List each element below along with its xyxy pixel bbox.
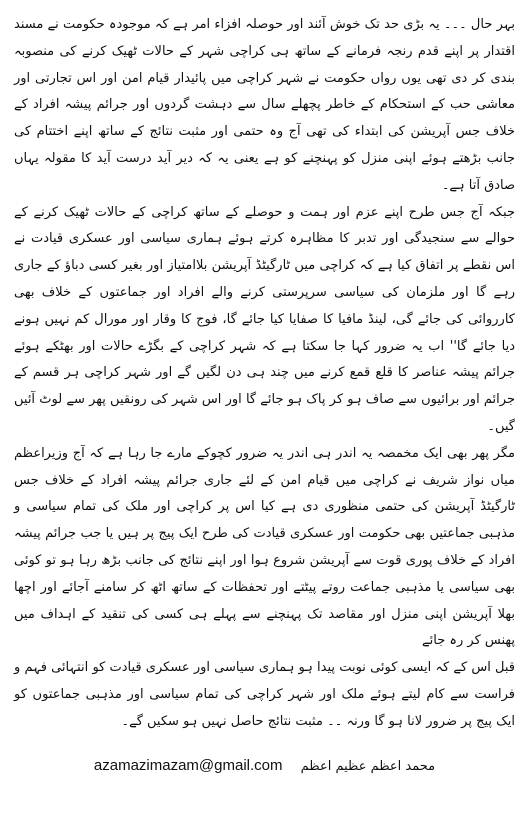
article-paragraph-4: قبل اس کے کہ ایسی کوئی نوبت پیدا ہو ہماری سیاسی اور عسکری قیادت کو انتہائی فہم و فراست سے کام لیتے ہوئے ملک اور شہر کراچی کی تمام سیاسی اور مذہبی جماعتوں کو ایک پیج پر ضرور لانا ہو گا ورنہ ۔۔ مثبت نتائج حاصل نہیں ہو سکیں گے۔ [14,660,515,729]
article-paragraph-1: بہر حال ۔۔۔ یہ بڑی حد تک خوش آئند اور حوصلہ افزاء امر ہے کہ موجودہ حکومت نے مسند اقتدار پر اپنے قدم رنجہ فرمانے کے ساتھ ہی کراچی شہر کے حالات ٹھیک کرنے کی منصوبہ بندی کر دی تھی یوں رواں حکومت نے شہر کراچی میں پائیدار قیام امن اور اس تجارتی اور معاشی حب کے استحکام کے خاطر پچھلے سال سے دہشت گردوں اور جرائم پیشہ افراد کے خلاف جس آپریشن کی ابتداء کی تھی آج وہ حتمی اور مثبت نتائج کے ساتھ اپنے اختتام کی جانب بڑھتے ہوئے اپنی منزل کو پہنچنے کو ہے یعنی یہ کہ دیر آید درست آید کا مقولہ یہاں صادق آتا ہے۔ [14,17,515,193]
article-paragraph-2: جبکہ آج جس طرح اپنے عزم اور ہمت و حوصلے کے ساتھ کراچی کے حالات ٹھیک کرنے کے حوالے سے سنجیدگی اور تدبر کا مظاہرہ کرتے ہوئے ہماری سیاسی اور عسکری قیادت نے اس نقطے پر اتفاق کیا ہے کہ کراچی میں ٹارگیٹڈ آپریشن بلاامتیاز اور بغیر کسی دباؤ کے جاری رہے گا اور ملزمان کی سیاسی سرپرستی کرنے والے افراد اور جماعتوں کے خلاف بھی کارروائی کی جائے گی، لینڈ مافیا کا صفایا کیا جائے گا، فوج کا وقار اور مورال کم نہیں ہونے دیا جائے گا'' اب یہ ضرور کہا جا سکتا ہے کہ شہر کراچی کے بگڑے حالات اور بھٹکے ہوئے جرائم پیشہ عناصر کا قلع قمع کرنے میں چند ہی دن لگیں گے اور شہر کراچی ہر قسم کے جرائم اور برائیوں سے صاف ہو کر پاک ہو جائے گا اور اس شہر کی رونقیں پھر سے لوٹ آئیں گیں۔ [14,204,515,434]
article-footer [0,756,529,777]
article-paragraph-3: مگر پھر بھی ایک مخمصہ یہ اندر ہی اندر یہ ضرور کچوکے مارے جا رہا ہے کہ آج وزیراعظم میاں نواز شریف نے کراچی میں قیام امن کے لئے جاری جرائم پیشہ افراد کے خلاف جس ٹارگیٹڈ آپریشن کی حتمی منظوری دی ہے کیا اس پر کراچی اور ملک کی تمام سیاسی و مذہبی جماعتیں بھی حکومت اور عسکری قیادت کی طرح ایک پیج پر ہیں یا جب جرائم پیشہ افراد کے خلاف پوری قوت سے آپریشن شروع ہوا اور اپنے نتائج کی جانب بڑھ رہا ہو تو کوئی بھی سیاسی یا مذہبی جماعت روتے پیٹتے اور تحفظات کے ساتھ اٹھ کر سامنے آجائے اور اچھا بھلا آپریشن اپنی منزل اور مقاصد تک پہنچنے سے پہلے ہی کسی کی تنقید کے اہداف میں پھنس کر رہ جائے [14,445,515,649]
article-body [14,12,515,736]
author-email: azamazimazam@gmail.com [93,757,283,774]
author-name: محمد اعظم عظیم اعظم [300,759,436,774]
